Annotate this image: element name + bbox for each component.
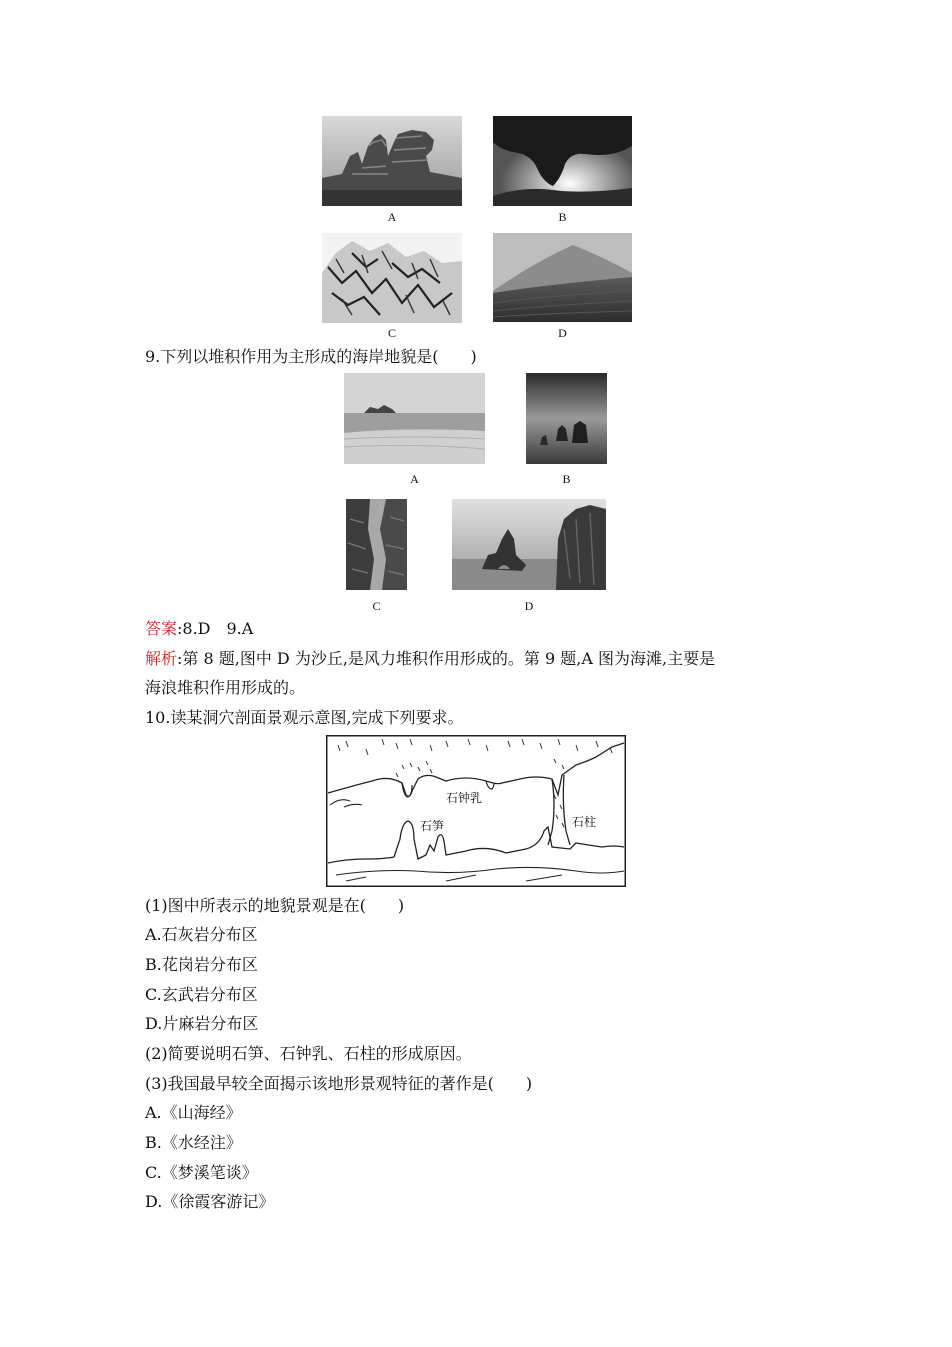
analysis-label: 解析 xyxy=(145,649,178,668)
answer-line xyxy=(145,619,253,639)
q10-sub1-option-b: B.花岗岩分布区 xyxy=(145,955,258,974)
q10-sub3: (3)我国最早较全面揭示该地形景观特征的著作是( ) xyxy=(145,1074,533,1093)
q10-sub1-option-d: D.片麻岩分布区 xyxy=(145,1014,259,1033)
photo-q9a-label: A xyxy=(410,472,419,486)
photo-b-mushroom-rock xyxy=(493,116,632,206)
photo-d-label: D xyxy=(558,326,567,340)
photo-c-label: C xyxy=(387,326,396,340)
label-pillar: 石柱 xyxy=(572,815,597,829)
photo-q9c-label: C xyxy=(372,599,381,613)
q10-sub3-option-c: C.《梦溪笔谈》 xyxy=(145,1163,258,1182)
label-stalactite: 石钟乳 xyxy=(446,791,483,805)
photo-q9b-sea-stacks xyxy=(526,373,607,464)
photo-a-rock-pillars xyxy=(322,116,462,206)
photo-q9c-cliff xyxy=(346,499,407,590)
photo-q9b-label: B xyxy=(562,472,571,486)
photo-q9d-sea-arch xyxy=(452,499,606,590)
q10-sub1-option-c: C.玄武岩分布区 xyxy=(145,985,258,1004)
q10-sub3-option-d: D.《徐霞客游记》 xyxy=(145,1192,275,1211)
analysis-line-1 xyxy=(145,649,715,669)
photo-a-label: A xyxy=(387,210,397,224)
answer-label: 答案 xyxy=(145,619,178,638)
photo-q9d-label: D xyxy=(524,599,534,613)
cave-diagram xyxy=(326,735,626,887)
q10-sub1: (1)图中所表示的地貌景观是在( ) xyxy=(145,896,405,915)
analysis-line-2: 海浪堆积作用形成的。 xyxy=(145,678,306,697)
q9-stem: 9.下列以堆积作用为主形成的海岸地貌是( ) xyxy=(145,347,477,366)
q10-sub2: (2)简要说明石笋、石钟乳、石柱的形成原因。 xyxy=(145,1044,472,1063)
photo-d-sand-dune xyxy=(493,233,632,322)
q10-sub1-option-a: A.石灰岩分布区 xyxy=(145,925,258,944)
q10-stem: 10.读某洞穴剖面景观示意图,完成下列要求。 xyxy=(145,708,464,727)
photo-c-mountain-sketch xyxy=(322,233,462,323)
photo-b-label: B xyxy=(558,210,567,224)
q10-sub3-option-a: A.《山海经》 xyxy=(145,1103,242,1122)
analysis-text-1: :第 8 题,图中 D 为沙丘,是风力堆积作用形成的。第 9 题,A 图为海滩,主要是 xyxy=(177,649,716,668)
photo-q9a-beach xyxy=(344,373,485,464)
answer-text: :8.D 9.A xyxy=(177,619,254,638)
label-stalagmite: 石笋 xyxy=(420,819,445,833)
q10-sub3-option-b: B.《水经注》 xyxy=(145,1133,242,1152)
